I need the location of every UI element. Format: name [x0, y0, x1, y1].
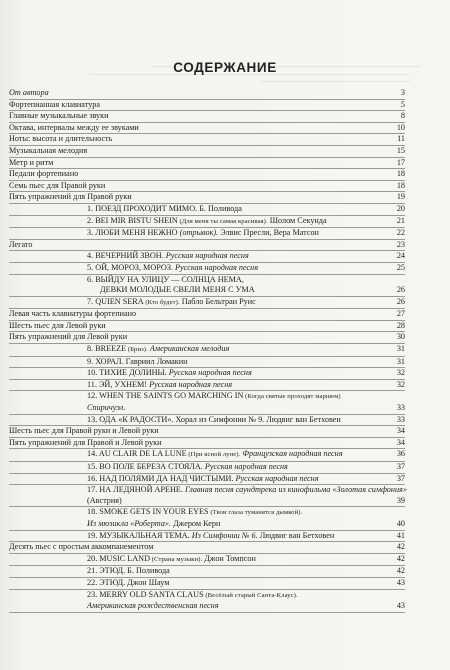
- toc-section-entry[interactable]: [9, 111, 405, 123]
- toc-section-entry[interactable]: [9, 332, 405, 344]
- entry-subtitle: Из Симфонии № 6.: [189, 530, 258, 540]
- entry-text: [9, 297, 405, 309]
- entry-number: 16.: [87, 473, 98, 483]
- entry-title: ВЕЧЕРНИЙ ЗВОН.: [95, 251, 164, 261]
- entry-number: 9.: [87, 356, 94, 366]
- entry-note: Американская рождественская песня: [87, 601, 219, 611]
- entry-number: 10.: [87, 368, 98, 378]
- entry-page-number: 26: [396, 296, 405, 306]
- entry-author: Хорал из Симфонии № 9. Людвиг ван Бетховен: [173, 414, 341, 424]
- entry-number: 4.: [87, 251, 94, 261]
- entry-subtitle: Русская народная песня: [163, 251, 249, 261]
- entry-title: ПОЕЗД ПРОХОДИТ МИМО.: [95, 203, 198, 213]
- entry-translation: (При ясной луне).: [186, 451, 241, 459]
- entry-text: [9, 216, 405, 228]
- entry-number: 17.: [87, 485, 98, 495]
- entry-text: [9, 275, 405, 286]
- toc-piece-entry[interactable]: [9, 204, 405, 216]
- entry-page-number: 26: [396, 285, 405, 295]
- toc-piece-entry[interactable]: [9, 263, 405, 275]
- toc-section-entry[interactable]: [9, 309, 405, 321]
- toc-piece-entry[interactable]: [9, 531, 405, 543]
- entry-title: ЛЮБИ МЕНЯ НЕЖНО: [95, 228, 178, 238]
- entry-text: [9, 380, 405, 391]
- toc-piece-entry[interactable]: [9, 590, 405, 613]
- entry-title: Фортепианная клавиатура: [9, 99, 101, 109]
- entry-author: Джон Томпсон: [202, 553, 256, 563]
- toc-section-entry[interactable]: [9, 158, 405, 170]
- entry-text: [9, 578, 405, 589]
- toc-piece-entry[interactable]: [9, 251, 405, 263]
- entry-title: НАД ПОЛЯМИ ДА НАД ЧИСТЫМИ.: [99, 473, 234, 483]
- entry-text: [9, 368, 405, 379]
- entry-continuation: [9, 519, 405, 530]
- entry-subtitle: Русская народная песня: [233, 473, 319, 483]
- entry-text: [9, 204, 405, 215]
- entry-title: НА ЛЕДЯНОЙ АРЕНЕ.: [99, 485, 183, 495]
- entry-page-number: 42: [396, 542, 405, 552]
- entry-title: Десять пьес с простым аккомпанементом: [9, 542, 154, 552]
- entry-page-number: 31: [396, 356, 405, 366]
- entry-text: [9, 169, 405, 180]
- entry-text: [9, 251, 405, 262]
- entry-author: Джером Керн: [171, 518, 221, 528]
- entry-number: 15.: [87, 462, 98, 471]
- entry-number: 21.: [87, 566, 98, 576]
- entry-author: Пабло Бельтран Руис: [179, 296, 256, 306]
- entry-page-number: 10: [396, 122, 405, 132]
- entry-page-number: 11: [397, 134, 405, 144]
- toc-section-entry[interactable]: [9, 88, 405, 100]
- entry-number: 18.: [87, 507, 98, 517]
- entry-page-number: 21: [396, 215, 405, 225]
- entry-text: [9, 181, 405, 192]
- toc-piece-entry[interactable]: [9, 228, 405, 240]
- entry-number: 7.: [87, 296, 94, 306]
- entry-number: 2.: [87, 215, 94, 225]
- entry-page-number: 28: [396, 320, 405, 330]
- entry-subtitle: Главная песня саундтрека из кинофильма «Золотая симфония»: [182, 485, 407, 495]
- entry-page-number: 23: [396, 239, 405, 249]
- toc-section-entry[interactable]: [9, 123, 405, 135]
- toc-piece-entry[interactable]: [9, 368, 405, 380]
- entry-title: Легато: [9, 239, 33, 249]
- entry-text: [9, 507, 405, 519]
- entry-subtitle: Русская народная песня: [172, 262, 259, 272]
- entry-text: [9, 344, 405, 356]
- entry-number: 19.: [87, 530, 98, 540]
- entry-title: SMOKE GETS IN YOUR EYES: [99, 507, 209, 517]
- entry-continuation: [9, 601, 405, 612]
- entry-page-number: 30: [396, 332, 405, 342]
- entry-page-number: 41: [396, 530, 405, 540]
- entry-number: 14.: [87, 449, 98, 459]
- entry-page-number: 33: [396, 403, 405, 413]
- toc-section-entry[interactable]: [9, 438, 405, 450]
- entry-text: [9, 590, 405, 602]
- entry-text: [9, 146, 405, 157]
- entry-title: ТИХИЕ ДОЛИНЫ.: [99, 368, 167, 378]
- toc-section-entry[interactable]: [9, 169, 405, 181]
- entry-text: [9, 309, 405, 320]
- entry-page-number: 32: [396, 368, 405, 378]
- entry-title: ЭТЮД.: [99, 566, 126, 576]
- entry-author: Джон Шаум: [125, 577, 170, 587]
- entry-title: WHEN THE SAINTS GO MARCHING IN: [99, 391, 244, 401]
- entry-page-number: 24: [396, 251, 405, 261]
- entry-page-number: 18: [396, 169, 405, 179]
- entry-continuation: [9, 403, 405, 414]
- entry-text: [9, 426, 405, 437]
- toc-section-entry[interactable]: [9, 181, 405, 193]
- entry-page-number: 34: [396, 426, 405, 436]
- entry-author: Гавриил Ломакин: [123, 356, 188, 366]
- entry-text: [9, 357, 405, 368]
- entry-number: 8.: [87, 344, 94, 354]
- entry-page-number: 22: [396, 228, 405, 238]
- entry-page-number: 3: [400, 88, 405, 97]
- entry-title: Октава, интервалы между ее звуками: [9, 122, 139, 132]
- entry-title: Семь пьес для Правой руки: [9, 180, 106, 190]
- toc-section-entry[interactable]: [9, 542, 405, 554]
- entry-text: [9, 462, 405, 473]
- entry-page-number: 8: [400, 111, 405, 121]
- entry-page-number: 36: [396, 449, 405, 459]
- entry-translation: (Твои глаза туманятся дымкой).: [208, 509, 303, 517]
- entry-continuation: (Австрия): [87, 495, 122, 505]
- entry-title: Музыкальная мелодия: [9, 145, 88, 155]
- page-title: СОДЕРЖАНИЕ: [173, 60, 277, 75]
- entry-note: Спиричуэл.: [87, 403, 126, 413]
- entry-text: [9, 485, 405, 496]
- entry-number: 20.: [87, 553, 98, 563]
- entry-page-number: 15: [396, 145, 405, 155]
- entry-text: [9, 192, 405, 203]
- toc-piece-entry[interactable]: [9, 391, 405, 414]
- entry-text: [9, 88, 405, 99]
- entry-number: 11.: [87, 379, 97, 389]
- entry-text: [9, 134, 405, 145]
- entry-page-number: 20: [396, 203, 405, 213]
- entry-title: Шесть пьес для Правой руки и Левой руки: [9, 426, 159, 436]
- entry-author: Б. Поливода: [197, 203, 242, 213]
- entry-text: [9, 554, 405, 566]
- entry-title: ВЫЙДУ НА УЛИЦУ — СОЛНЦА НЕМА,: [95, 274, 244, 284]
- entry-subtitle: Американская мелодия: [147, 344, 230, 354]
- entry-title: BREEZE: [95, 344, 127, 354]
- entry-title: AU CLAIR DE LA LUNE: [98, 449, 187, 459]
- toc-piece-entry[interactable]: [9, 449, 405, 462]
- entry-text: [9, 566, 405, 577]
- toc-piece-entry[interactable]: [9, 507, 405, 530]
- entry-text: [9, 158, 405, 169]
- entry-author: Элвис Пресли, Вера Матсон: [218, 228, 319, 238]
- entry-page-number: 43: [396, 601, 405, 611]
- entry-number: 13.: [87, 414, 98, 424]
- entry-page-number: 19: [396, 192, 405, 202]
- toc-section-entry[interactable]: [9, 240, 405, 252]
- entry-title: BEI MIR BISTU SHEIN: [95, 215, 178, 225]
- entry-text: [9, 100, 405, 111]
- entry-page-number: 5: [400, 99, 405, 109]
- entry-title: Пять упражнений для Левой руки: [9, 332, 128, 342]
- entry-page-number: 32: [396, 379, 405, 389]
- entry-subtitle: Французская народная песня: [240, 449, 343, 459]
- entry-page-number: 31: [396, 344, 405, 354]
- entry-title: ЭТЮД.: [99, 577, 126, 587]
- toc-piece-entry[interactable]: [9, 566, 405, 578]
- entry-title: Левая часть клавиатуры фортепиано: [9, 309, 137, 319]
- entry-title: Педали фортепиано: [9, 169, 79, 179]
- toc-piece-entry[interactable]: [9, 344, 405, 357]
- entry-page-number: 40: [396, 518, 405, 528]
- entry-author: Людвиг ван Бетховен: [257, 530, 335, 540]
- entry-page-number: 18: [396, 180, 405, 190]
- entry-title: ХОРАЛ.: [95, 356, 124, 366]
- toc-piece-entry[interactable]: [9, 275, 405, 297]
- entry-page-number: 42: [396, 553, 405, 563]
- entry-number: 5.: [87, 262, 94, 272]
- entry-page-number: 25: [396, 262, 405, 272]
- toc-piece-entry[interactable]: [9, 474, 405, 486]
- entry-number: 3.: [87, 228, 94, 238]
- entry-text: [9, 123, 405, 134]
- entry-title: Шесть пьес для Левой руки: [9, 320, 106, 330]
- toc-piece-entry[interactable]: [9, 216, 405, 229]
- entry-page-number: 39: [396, 495, 405, 505]
- entry-text: [9, 531, 405, 542]
- entry-title: Главные музыкальные звуки: [9, 111, 109, 121]
- entry-page-number: 37: [396, 462, 405, 471]
- toc-section-entry[interactable]: [9, 192, 405, 204]
- entry-text: [9, 542, 405, 553]
- entry-subtitle: Русская народная песня: [166, 368, 252, 378]
- toc-piece-entry[interactable]: [9, 554, 405, 567]
- entry-number: 23.: [87, 589, 98, 599]
- entry-page-number: 17: [396, 157, 405, 167]
- toc-section-entry[interactable]: [9, 321, 405, 333]
- entry-text: [9, 111, 405, 122]
- entry-page-number: 43: [396, 577, 405, 587]
- entry-title-line2: ДЕВКИ МОЛОДЫЕ СВЕЛИ МЕНЯ С УМА: [100, 285, 255, 295]
- entry-text: [9, 474, 405, 485]
- toc-piece-entry[interactable]: [9, 415, 405, 427]
- entry-text: [9, 228, 405, 239]
- entry-translation: (Кто будет).: [143, 298, 180, 306]
- entry-text: [9, 321, 405, 332]
- entry-title: Ноты: высота и длительность: [9, 134, 113, 144]
- entry-text: [9, 449, 405, 461]
- entry-translation: (Когда святые проходят маршем): [243, 393, 341, 401]
- entry-title: МУЗЫКАЛЬНАЯ ТЕМА.: [99, 530, 190, 540]
- entry-page-number: 34: [396, 437, 405, 447]
- entry-number: 6.: [87, 274, 94, 284]
- entry-translation: (Бриз).: [126, 346, 148, 354]
- entry-title: Пять упражнений для Правой и Левой руки: [9, 437, 162, 447]
- table-of-contents: [9, 88, 405, 613]
- entry-title: ЭЙ, УХНЕМ!: [98, 379, 148, 389]
- toc-section-entry[interactable]: [9, 134, 405, 146]
- entry-author: Шолом Секунда: [267, 215, 327, 225]
- entry-text: [9, 438, 405, 449]
- entry-subtitle: Русская народная песня: [202, 462, 288, 471]
- entry-text: [9, 415, 405, 426]
- entry-page-number: 33: [396, 414, 405, 424]
- entry-title: ВО ПОЛЕ БЕРЕЗА СТОЯЛА.: [99, 462, 203, 471]
- entry-page-number: 27: [396, 309, 405, 319]
- entry-text: [9, 263, 405, 274]
- toc-piece-entry[interactable]: [9, 297, 405, 310]
- toc-section-entry[interactable]: [9, 146, 405, 158]
- bleed-through-lines: [0, 0, 450, 100]
- toc-piece-entry[interactable]: [9, 380, 405, 392]
- entry-text: [9, 240, 405, 251]
- entry-page-number: 42: [396, 566, 405, 576]
- entry-title: От автора: [9, 88, 49, 97]
- entry-translation: (Для меня ты самая красивая).: [177, 217, 268, 225]
- toc-section-entry[interactable]: [9, 100, 405, 112]
- toc-section-entry[interactable]: [9, 426, 405, 438]
- entry-text: [9, 332, 405, 343]
- entry-number: 12.: [87, 391, 98, 401]
- entry-translation: (Страна музыки).: [150, 555, 203, 563]
- entry-translation: (Весёлый старый Санта-Клаус).: [203, 591, 298, 599]
- entry-title: MERRY OLD SANTA CLAUS: [99, 589, 204, 599]
- entry-number: 1.: [87, 203, 94, 213]
- toc-piece-entry[interactable]: [9, 578, 405, 590]
- entry-title: MUSIC LAND: [99, 553, 151, 563]
- entry-subtitle: Русская народная песня: [147, 379, 233, 389]
- entry-page-number: 37: [396, 473, 405, 483]
- entry-note: Из мюзикла «Роберта».: [87, 518, 172, 528]
- entry-number: 22.: [87, 577, 98, 587]
- toc-piece-entry[interactable]: [9, 462, 405, 474]
- entry-title: ОЙ, МОРОЗ, МОРОЗ.: [95, 262, 173, 272]
- entry-subtitle: (отрывок).: [177, 228, 219, 238]
- entry-title: QUIEN SERA: [95, 296, 144, 306]
- entry-title: Пять упражнений для Правой руки: [9, 192, 132, 202]
- toc-piece-entry[interactable]: [9, 485, 405, 507]
- toc-piece-entry[interactable]: [9, 357, 405, 369]
- entry-text: [9, 391, 405, 403]
- entry-title: ОДА «К РАДОСТИ».: [99, 414, 174, 424]
- entry-title: Метр и ритм: [9, 157, 54, 167]
- entry-author: Б. Поливода: [125, 566, 170, 576]
